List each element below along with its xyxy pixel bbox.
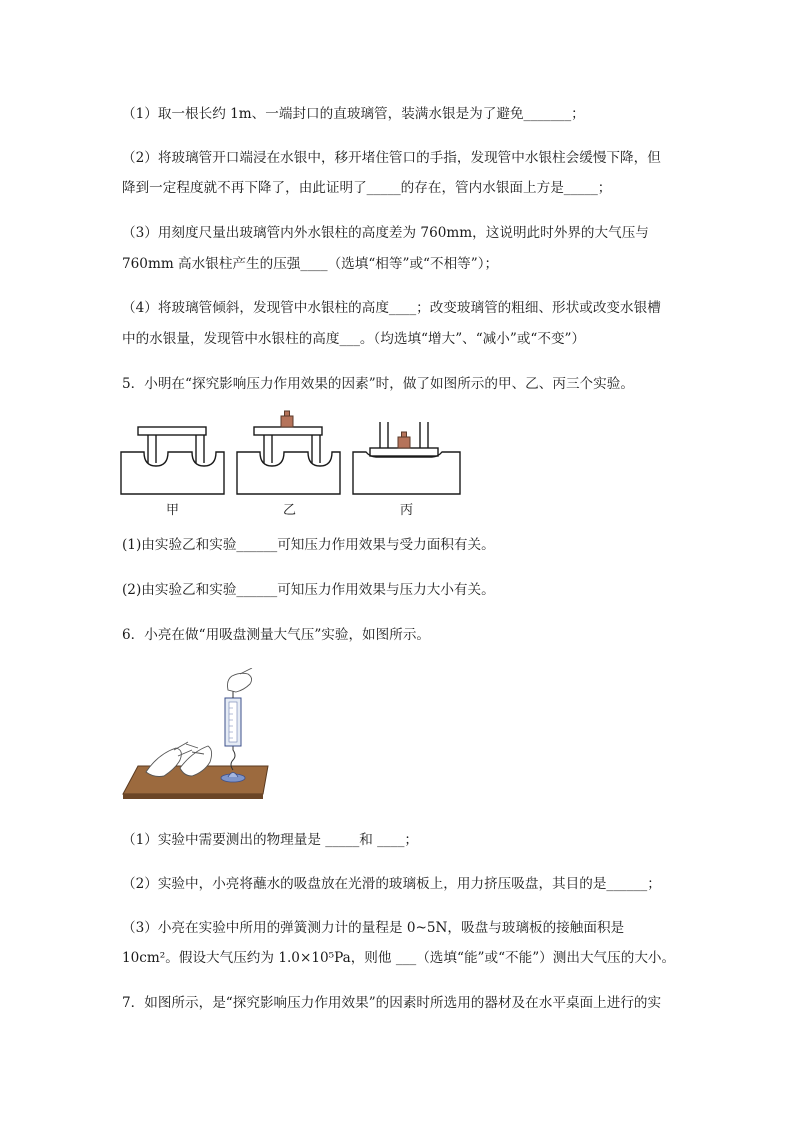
weight-yi <box>281 411 293 427</box>
figure-yi <box>237 427 340 494</box>
q6-sub3-line1: （3）小亮在实验中所用的弹簧测力计的量程是 0~5N，吸盘与玻璃板的接触面积是 <box>122 920 625 936</box>
pulling-hand <box>228 673 252 692</box>
q5-sub2: (2)由实验乙和实验______可知压力作用效果与压力大小有关。 <box>122 582 495 598</box>
q4-part2-line1: （2）将玻璃管开口端浸在水银中，移开堵住管口的手指，发现管中水银柱会缓慢下降，但 <box>122 150 661 166</box>
q4-part3-line2: 760mm 高水银柱产生的压强____（选填“相等”或“不相等”）； <box>122 256 499 272</box>
q4-part4-line2: 中的水银量，发现管中水银柱的高度___。（均选填“增大”、“减小”或“不变”） <box>122 331 586 347</box>
weight-bing <box>398 432 410 448</box>
pressure-experiment-figure <box>118 408 464 500</box>
q6-sub3-line2: 10cm²。假设大气压约为 1.0×10⁵Pa，则他 ___（选填“能”或“不能”）测出大气压的大小。 <box>122 950 676 966</box>
q5-sub1: (1)由实验乙和实验______可知压力作用效果与受力面积有关。 <box>122 537 495 553</box>
q6-sub2: （2）实验中，小亮将蘸水的吸盘放在光滑的玻璃板上，用力挤压吸盘，其目的是______； <box>122 876 661 892</box>
q7-stem: 7．如图所示，是“探究影响压力作用效果”的因素时所选用的器材及在水平桌面上进行的实 <box>122 995 662 1011</box>
q6-stem: 6．小亮在做“用吸盘测量大气压”实验，如图所示。 <box>122 627 431 643</box>
figure-jia <box>121 427 224 494</box>
q4-part4-line1: （4）将玻璃管倾斜，发现管中水银柱的高度____；改变玻璃管的粗细、形状或改变水银槽 <box>122 300 661 316</box>
caption-bing: 丙 <box>400 503 414 518</box>
q6-sub1: （1）实验中需要测出的物理量是 _____和 ____； <box>122 832 418 848</box>
q4-part3-line1: （3）用刻度尺量出玻璃管内外水银柱的高度差为 760mm，这说明此时外界的大气压与 <box>122 225 649 241</box>
q4-part2-line2: 降到一定程度就不再下降了，由此证明了_____的存在，管内水银面上方是_____； <box>122 180 612 196</box>
q4-part1: （1）取一根长约 1m、一端封口的直玻璃管，装满水银是为了避免_______； <box>122 106 585 122</box>
caption-jia: 甲 <box>166 503 180 518</box>
q5-stem: 5．小明在“探究影响压力作用效果的因素”时，做了如图所示的甲、乙、丙三个实验。 <box>122 376 634 392</box>
caption-yi: 乙 <box>283 503 297 518</box>
suction-cup-figure <box>118 668 274 804</box>
